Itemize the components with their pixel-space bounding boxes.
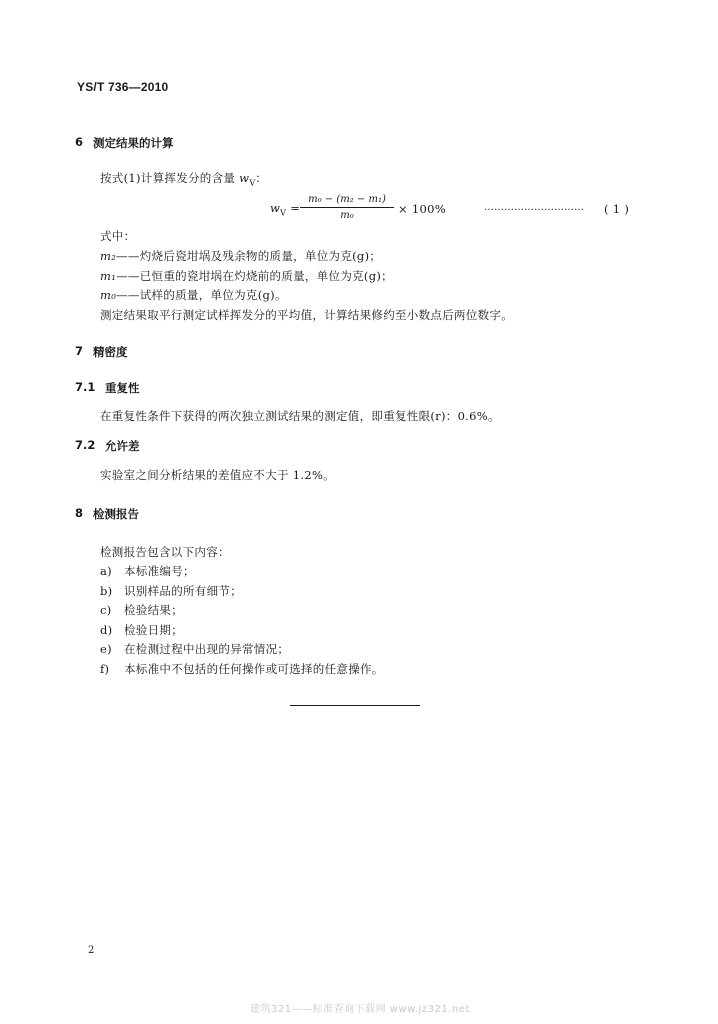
list-item-text: 检验结果； xyxy=(124,603,183,617)
formula-numerator: m₀ − (m₂ − m₁) xyxy=(308,194,386,205)
section-7-1-number: 7.1 xyxy=(75,380,96,394)
watermark-text: 建筑321——标准查询下载网 www.jz321.net xyxy=(250,1004,470,1015)
formula-fraction xyxy=(300,193,394,222)
variable-symbol: m₀ xyxy=(100,288,117,302)
calc-intro-symbol: w xyxy=(239,171,250,185)
list-item-text: 本标准编号； xyxy=(124,564,195,578)
formula-times: × 100% xyxy=(398,202,446,216)
repeatability-text: 在重复性条件下获得的两次独立测试结果的测定值，即重复性限(r)：0.6%。 xyxy=(100,409,500,423)
list-item-text: 识别样品的所有细节； xyxy=(124,584,242,598)
formula-equals: = xyxy=(290,201,301,215)
end-rule xyxy=(290,705,420,706)
list-item xyxy=(100,661,384,677)
section-8-number: 8 xyxy=(75,506,84,520)
tolerance-text: 实验室之间分析结果的差值应不大于 1.2%。 xyxy=(100,468,335,482)
variable-description: ——灼烧后瓷坩埚及残余物的质量，单位为克(g)； xyxy=(116,249,382,263)
list-item-text: 检验日期； xyxy=(124,623,183,637)
where-label: 式中： xyxy=(100,229,136,243)
section-6-number: 6 xyxy=(75,135,84,149)
list-item xyxy=(100,563,195,579)
list-item xyxy=(100,583,242,599)
list-item-label: d) xyxy=(100,623,113,637)
list-item-label: a) xyxy=(100,564,112,578)
formula-number: ( 1 ) xyxy=(604,202,630,216)
section-7-1-title: 重复性 xyxy=(105,381,140,395)
formula-lhs-symbol: w xyxy=(270,201,281,215)
section-7-2-number: 7.2 xyxy=(75,438,96,452)
calc-intro xyxy=(100,170,267,187)
calc-intro-text: 按式(1)计算挥发分的含量 xyxy=(100,171,236,185)
section-8-title: 检测报告 xyxy=(93,507,139,521)
section-6-title: 测定结果的计算 xyxy=(93,136,174,150)
variable-row xyxy=(100,268,393,284)
formula-dots: ………………………… xyxy=(484,202,584,213)
formula-fraction-bar xyxy=(300,207,394,208)
section-7-title: 精密度 xyxy=(93,345,128,359)
section-7-number: 7 xyxy=(75,344,84,358)
list-item-label: c) xyxy=(100,603,112,617)
list-item xyxy=(100,602,183,618)
list-item xyxy=(100,622,183,638)
section-7-2-title: 允许差 xyxy=(105,439,140,453)
page-number: 2 xyxy=(88,945,95,956)
list-item-text: 在检测过程中出现的异常情况； xyxy=(124,642,290,656)
formula-lhs xyxy=(270,201,300,217)
variable-description: ——已恒重的瓷坩埚在灼烧前的质量，单位为克(g)； xyxy=(116,269,393,283)
result-note: 测定结果取平行测定试样挥发分的平均值，计算结果修约至小数点后两位数字。 xyxy=(100,308,513,322)
list-item-label: f) xyxy=(100,662,110,676)
report-intro: 检测报告包含以下内容： xyxy=(100,545,230,559)
list-item-label: e) xyxy=(100,642,112,656)
variable-symbol: m₁ xyxy=(100,269,117,283)
document-code: YS/T 736—2010 xyxy=(77,80,169,94)
calc-intro-sub: V xyxy=(249,178,256,188)
variable-row xyxy=(100,287,287,303)
variable-description: ——试样的质量，单位为克(g)。 xyxy=(116,288,287,302)
list-item-label: b) xyxy=(100,584,113,598)
variable-symbol: m₂ xyxy=(100,249,117,263)
formula-denominator: m₀ xyxy=(340,210,354,221)
variable-row xyxy=(100,248,381,264)
formula-lhs-sub: V xyxy=(280,208,287,218)
list-item-text: 本标准中不包括的任何操作或可选择的任意操作。 xyxy=(124,662,384,676)
list-item xyxy=(100,641,289,657)
calc-intro-colon: ： xyxy=(255,171,268,185)
